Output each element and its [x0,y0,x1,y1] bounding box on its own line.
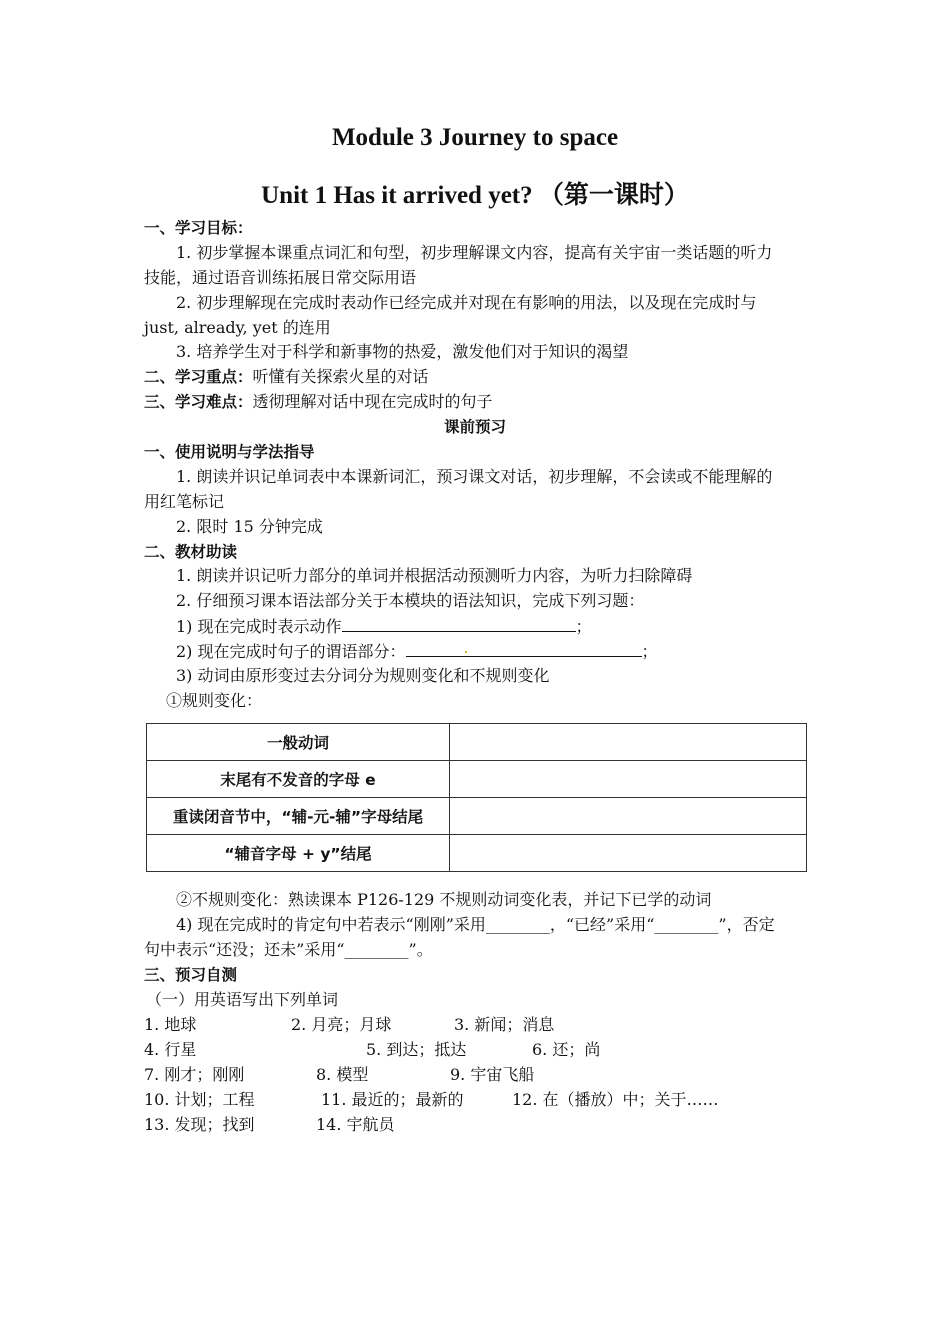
rule-cell: “辅音字母 + y”结尾 [147,835,450,872]
difficulty-text: 透彻理解对话中现在完成时的句子 [252,392,493,411]
question-1 [176,616,592,637]
irregular-change: ②不规则变化：熟读课本 P126-129 不规则动词变化表，并记下已学的动词 [176,890,712,909]
objective-2-line-2: just, already, yet 的连用 [144,318,331,337]
answer-cell[interactable] [450,835,807,872]
answer-cell[interactable] [450,761,807,798]
yellow-mark: . [463,638,469,657]
objective-1-line-1: 1. 初步掌握本课重点词汇和句型，初步理解课文内容，提高有关宇宙一类话题的听力 [176,243,773,262]
guide-item-2: 2. 限时 15 分钟完成 [176,517,323,536]
vocab-item: 9. 宇宙飞船 [450,1065,535,1084]
self-test-heading: 三、预习自测 [144,966,238,984]
guide-heading: 一、使用说明与学法指导 [144,443,315,461]
answer-blank-1[interactable] [342,616,576,632]
vocab-item: 7. 刚才；刚刚 [144,1065,245,1084]
table-row [147,798,807,835]
difficulty-label: 三、学习难点： [144,393,253,411]
question-2 [176,638,658,662]
objective-1-line-2: 技能，通过语音训练拓展日常交际用语 [144,268,417,287]
vocab-item: 2. 月亮；月球 [291,1015,392,1034]
objectives-heading: 一、学习目标： [144,219,253,237]
rule-cell: 一般动词 [147,724,450,761]
question-4-line-2: 句中表示“还没；还未”采用“________”。 [144,940,433,959]
preview-heading: 课前预习 [443,418,506,436]
difficulty [144,392,493,412]
question-1-text: 1) 现在完成时表示动作 [176,617,342,636]
vocab-item: 1. 地球 [144,1015,197,1034]
table-row [147,835,807,872]
answer-blank-2[interactable] [406,638,642,657]
vocab-item: 3. 新闻；消息 [454,1015,555,1034]
key-point-label: 二、学习重点： [144,368,253,386]
guide-item-1-line-1: 1. 朗读并识记单词表中本课新词汇，预习课文对话，初步理解，不会读或不能理解的 [176,467,773,486]
answer-cell[interactable] [450,798,807,835]
reading-heading: 二、教材助读 [144,543,238,561]
question-2-text: 2) 现在完成时句子的谓语部分： [176,642,406,661]
vocab-item: 14. 宇航员 [316,1115,395,1134]
question-4-line-1: 4) 现在完成时的肯定句中若表示“刚刚”采用________，“已经”采用“________”，否定 [176,915,775,934]
vocab-item: 12. 在（播放）中；关于…… [512,1090,719,1109]
regular-change-table [146,723,807,872]
key-point-text: 听懂有关探索火星的对话 [252,367,429,386]
table-row [147,761,807,798]
self-test-subheading: （一）用英语写出下列单词 [146,990,339,1009]
page-subtitle: Unit 1 Has it arrived yet? （第一课时） [261,182,689,209]
page-title: Module 3 Journey to space [331,124,619,151]
key-point [144,367,429,387]
vocab-item: 8. 模型 [316,1065,369,1084]
vocab-item: 4. 行星 [144,1040,197,1059]
reading-item-1: 1. 朗读并识记听力部分的单词并根据活动预测听力内容，为听力扫除障碍 [176,566,693,585]
reading-item-2: 2. 仔细预习课本语法部分关于本模块的语法知识，完成下列习题： [176,591,645,610]
vocab-item: 13. 发现；找到 [144,1115,255,1134]
vocab-item: 6. 还；尚 [532,1040,601,1059]
rule-cell: 末尾有不发音的字母 e [147,761,450,798]
answer-cell[interactable] [450,724,807,761]
question-1-end: ； [575,617,592,636]
guide-item-1-line-2: 用红笔标记 [144,492,225,511]
table-row [147,724,807,761]
rule-cell: 重读闭音节中，“辅-元-辅”字母结尾 [147,798,450,835]
regular-change-label: ①规则变化： [166,691,263,710]
objective-2-line-1: 2. 初步理解现在完成时表动作已经完成并对现在有影响的用法，以及现在完成时与 [176,293,757,312]
vocab-item: 11. 最近的；最新的 [321,1090,464,1109]
vocab-item: 5. 到达；抵达 [366,1040,467,1059]
objective-3: 3. 培养学生对于科学和新事物的热爱，激发他们对于知识的渴望 [176,342,629,361]
question-2-end: ； [641,642,658,661]
vocab-item: 10. 计划；工程 [144,1090,255,1109]
question-3: 3) 动词由原形变过去分词分为规则变化和不规则变化 [176,666,550,685]
